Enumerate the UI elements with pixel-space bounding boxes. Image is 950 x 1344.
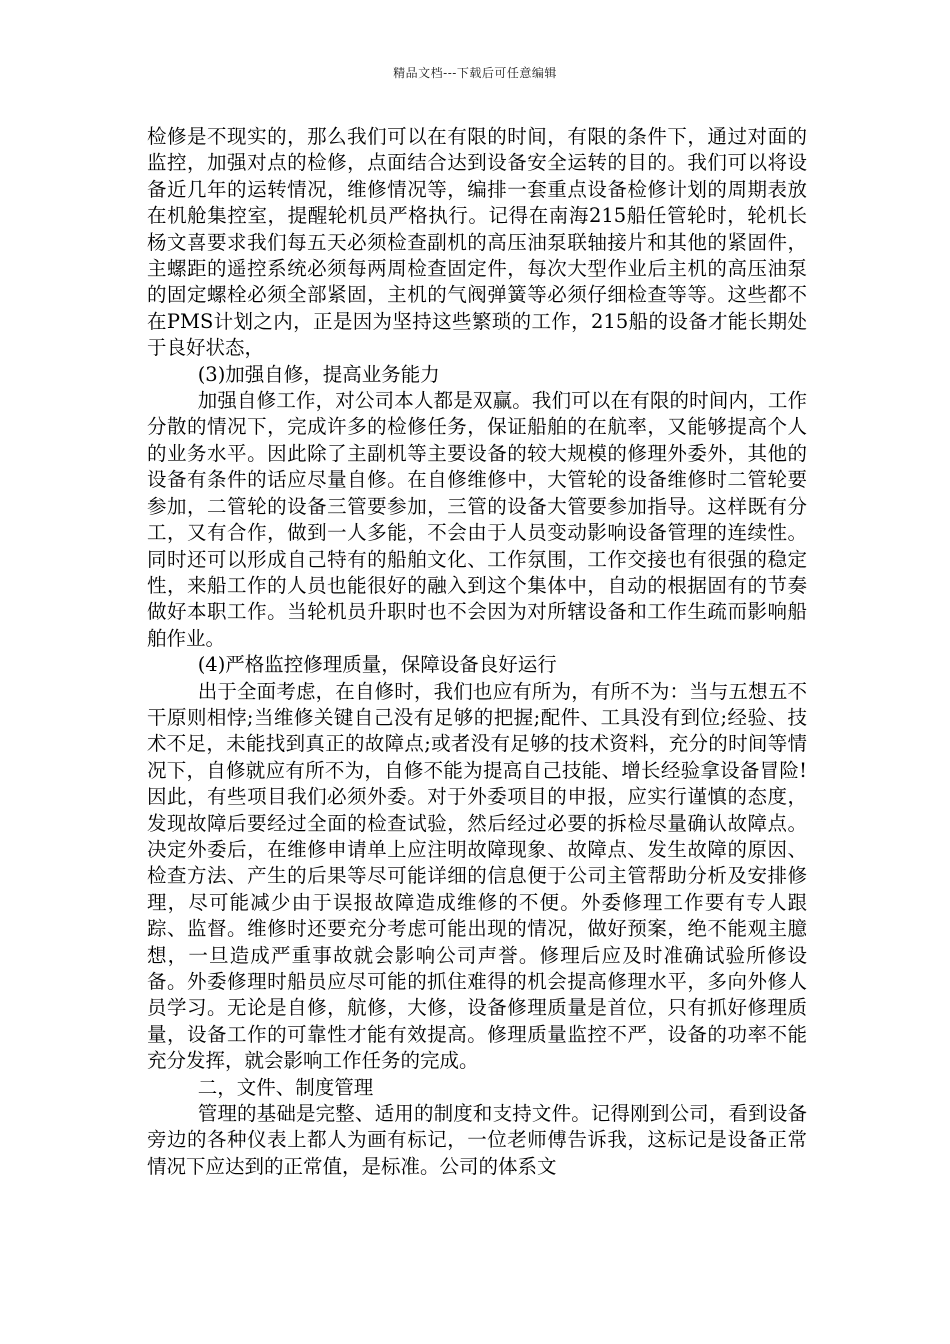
section-heading-4: (4)严格监控修理质量，保障设备良好运行 (197, 653, 557, 677)
paragraph-repair-quality: 出于全面考虑，在自修时，我们也应有所为，有所不为：当与五想五不干原则相悖;当维修关键自己没有足够的把握;配件、工具没有到位;经验、技术不足，未能找到真正的故障点;或者没有足够的技术资料，充分的时间等情况下，自修就应有所不为，自修不能为提高自己技能、增长经验拿设备冒险!因此，有些项目我们必须外委。对于外委项目的申报，应实行谨慎的态度，发现故障后要经过全面的检查试验，然后经过必要的拆检尽量确认故障点。决定外委后，在维修申请单上应注明故障现象、故障点、发生故障的原因、检查方法、产生的后果等尽可能详细的信息便于公司主管帮助分析及安排修理，尽可能减少由于误报故障造成维修的不便。外委修理工作要有专人跟踪、监督。维修时还要充分考虑可能出现的情况，做好预案，绝不能观主臆想，一旦造成严重事故就会影响公司声誉。修理后应及时准确试验所修设备。外委修理时船员应尽可能的抓住难得的机会提高修理水平，多向外修人员学习。无论是自修，航修，大修，设备修理质量是首位，只有抓好修理质量，设备工作的可靠性才能有效提高。修理质量监控不严，设备的功率不能充分发挥，就会影响工作任务的完成。 (147, 679, 807, 1073)
page-header: 精品文档---下载后可任意编辑 (393, 66, 557, 80)
section-heading-3: (3)加强自修，提高业务能力 (197, 362, 440, 386)
paragraph-self-repair: 加强自修工作，对公司本人都是双赢。我们可以在有限的时间内，工作分散的情况下，完成许多的检修任务，保证船舶的在航率，又能够提高个人的业务水平。因此除了主副机等主要设备的较大规模的修理外委外，其他的设备有条件的话应尽量自修。在自修维修中，大管轮的设备维修时二管轮要参加，二管轮的设备三管要参加，三管的设备大管要参加指导。这样既有分工，又有合作，做到一人多能，不会由于人员变动影响设备管理的连续性。同时还可以形成自己特有的船舶文化、工作氛围，工作交接也有很强的稳定性，来船工作的人员也能很好的融入到这个集体中，自动的根据固有的节奏做好本职工作。当轮机员升职时也不会因为对所辖设备和工作生疏而影响船舶作业。 (147, 389, 807, 650)
paragraph-continuation: 检修是不现实的，那么我们可以在有限的时间，有限的条件下，通过对面的监控，加强对点的检修，点面结合达到设备安全运转的目的。我们可以将设备近几年的运转情况，维修情况等，编排一套重点设备检修计划的周期表放在机舱集控室，提醒轮机员严格执行。记得在南海215船任管轮时，轮机长杨文喜要求我们每五天必须检查副机的高压油泵联轴接片和其他的紧固件，主螺距的遥控系统必须每两周检查固定件，每次大型作业后主机的高压油泵的固定螺栓必须全部紧固，主机的气阀弹簧等必须仔细检查等等。这些都不在PMS计划之内，正是因为坚持这些繁琐的工作，215船的设备才能长期处于良好状态， (147, 125, 807, 360)
document-body (147, 124, 807, 1180)
paragraph-documents: 管理的基础是完整、适用的制度和支持文件。记得刚到公司，看到设备旁边的各种仪表上都人为画有标记，一位老师傅告诉我，这标记是设备正常情况下应达到的正常值，是标准。公司的体系文 (147, 1102, 807, 1178)
section-heading-documents: 二，文件、制度管理 (197, 1075, 374, 1099)
